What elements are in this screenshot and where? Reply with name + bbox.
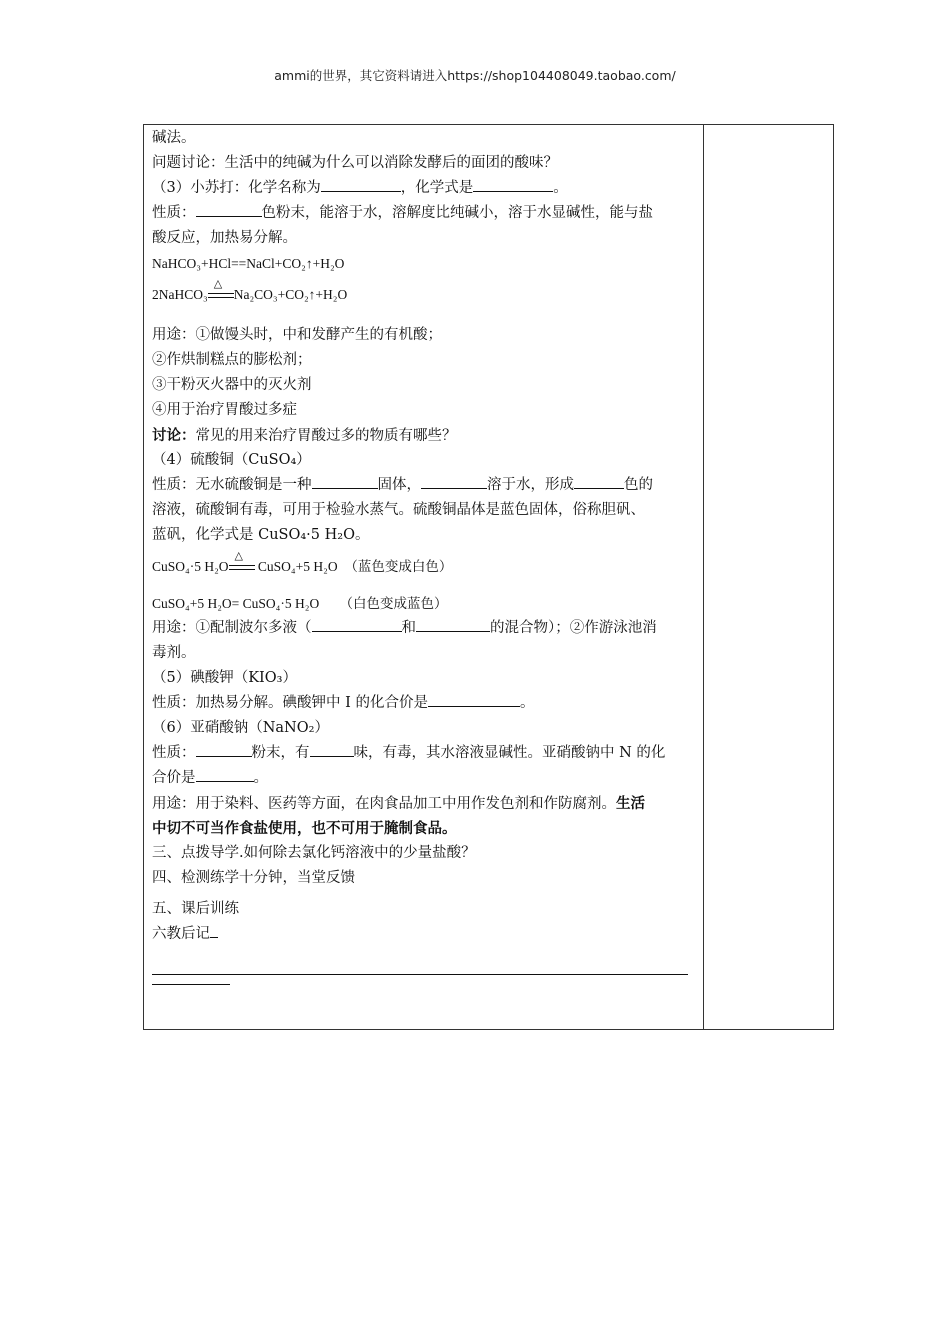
section-heading: 三、点拨导学.如何除去氯化钙溶液中的少量盐酸？ — [152, 845, 476, 861]
writing-line[interactable] — [152, 984, 230, 985]
text-line — [152, 816, 704, 841]
discussion-label: 讨论： — [152, 427, 196, 444]
text-segment: 用途：用于染料、医药等方面，在肉食品加工中用作发色剂和作防腐剂。 — [152, 796, 616, 812]
emphasis-text: 生活 — [616, 795, 645, 812]
text-line: 酸反应，加热易分解。 — [152, 230, 297, 246]
text-segment: 。 — [553, 180, 568, 196]
text-segment: 的混合物）；②作游泳池消 — [490, 620, 657, 636]
equation-product: Na₂CO₃+CO₂↑+H₂O — [233, 287, 348, 302]
main-cell — [152, 126, 704, 947]
text-line: ④用于治疗胃酸过多症 — [152, 402, 297, 418]
text-segment: 和 — [401, 620, 416, 636]
text-line: 碱法。 — [152, 130, 196, 146]
text-line: 蓝矾，化学式是 CuSO₄·5 H₂O。 — [152, 527, 370, 543]
text-line: 溶液，硫酸铜有毒，可用于检验水蒸气。硫酸铜晶体是蓝色固体，俗称胆矾、 — [152, 502, 645, 518]
text-segment: 常见的用来治疗胃酸过多的物质有哪些？ — [195, 428, 457, 444]
equation: CuSO₄+5 H₂O= CuSO₄·5 H₂O （白色变成蓝色） — [152, 596, 448, 611]
text-segment: 性质：加热易分解。碘酸钾中 I 的化合价是 — [152, 695, 428, 711]
text-segment: 。 — [253, 770, 268, 786]
text-line — [152, 741, 704, 766]
text-segment: 用途：①配制波尔多液（ — [152, 620, 312, 636]
text-line: ③干粉灭火器中的灭火剂 — [152, 377, 312, 393]
text-line — [152, 791, 704, 816]
fill-blank[interactable] — [312, 617, 402, 632]
text-segment: 六教后记 — [152, 926, 210, 942]
text-segment: 性质：无水硫酸铜是一种 — [152, 477, 312, 493]
text-line: 毒剂。 — [152, 645, 196, 661]
text-line — [152, 423, 704, 448]
text-segment: 色的 — [624, 477, 653, 493]
page-header: ammi的世界，其它资料请进入https://shop104408049.taobao.com/ — [274, 68, 676, 83]
text-segment: 性质： — [152, 745, 196, 761]
text-segment: 溶于水，形成 — [487, 477, 574, 493]
fill-blank[interactable] — [416, 617, 490, 632]
text-line — [152, 691, 704, 716]
text-line — [152, 766, 704, 791]
fill-blank[interactable] — [210, 923, 218, 938]
equation-product: CuSO₄+5 H₂O （蓝色变成白色） — [254, 559, 453, 574]
equation: NaHCO₃+HCl==NaCl+CO₂↑+H₂O — [152, 256, 345, 271]
text-line — [152, 201, 704, 226]
emphasis-text: 中切不可当作食盐使用，也不可用于腌制食品。 — [152, 820, 457, 837]
text-line: ②作烘制糕点的膨松剂； — [152, 352, 312, 368]
text-segment: 合价是 — [152, 770, 196, 786]
text-line — [152, 473, 704, 498]
fill-blank[interactable] — [428, 692, 520, 707]
section-heading — [152, 922, 704, 947]
section-heading: 四、检测练学十分钟，当堂反馈 — [152, 870, 355, 886]
equation-reactant: CuSO₄·5 H₂O — [152, 559, 229, 574]
fill-blank[interactable] — [310, 742, 354, 757]
fill-blank[interactable] — [574, 474, 624, 489]
text-segment: 味，有毒，其水溶液显碱性。亚硝酸钠中 N 的化 — [353, 745, 666, 761]
equation-reactant: 2NaHCO₃ — [152, 287, 208, 302]
text-segment: 色粉末，能溶于水，溶解度比纯碱小，溶于水显碱性，能与盐 — [261, 205, 653, 221]
text-segment: 固体， — [377, 477, 421, 493]
text-segment: （3）小苏打：化学名称为 — [152, 180, 321, 196]
text-line: 问题讨论：生活中的纯碱为什么可以消除发酵后的面团的酸味？ — [152, 155, 558, 171]
heating-symbol — [229, 549, 255, 573]
text-line: 用途：①做馒头时，中和发酵产生的有机酸； — [152, 327, 442, 343]
equation — [152, 277, 704, 307]
text-line: （4）硫酸铜（CuSO₄） — [152, 452, 311, 468]
text-line: （5）碘酸钾（KIO₃） — [152, 670, 297, 686]
fill-blank[interactable] — [312, 474, 378, 489]
fill-blank[interactable] — [196, 742, 252, 757]
text-line — [152, 616, 704, 641]
fill-blank[interactable] — [473, 177, 553, 192]
writing-line[interactable] — [152, 974, 688, 975]
text-line — [152, 176, 704, 201]
text-segment: 性质： — [152, 205, 196, 221]
text-segment: 。 — [519, 695, 535, 711]
heat-triangle-icon: △ — [234, 549, 244, 562]
equation — [152, 549, 704, 579]
fill-blank[interactable] — [421, 474, 487, 489]
fill-blank[interactable] — [321, 177, 401, 192]
section-heading: 五、课后训练 — [152, 901, 239, 917]
fill-blank[interactable] — [196, 767, 254, 782]
text-line: （6）亚硝酸钠（NaNO₂） — [152, 720, 329, 736]
heat-triangle-icon: △ — [213, 277, 223, 290]
text-segment: 粉末，有 — [251, 745, 310, 761]
heating-symbol — [208, 277, 234, 301]
text-segment: ，化学式是 — [400, 180, 474, 196]
fill-blank[interactable] — [196, 202, 262, 217]
